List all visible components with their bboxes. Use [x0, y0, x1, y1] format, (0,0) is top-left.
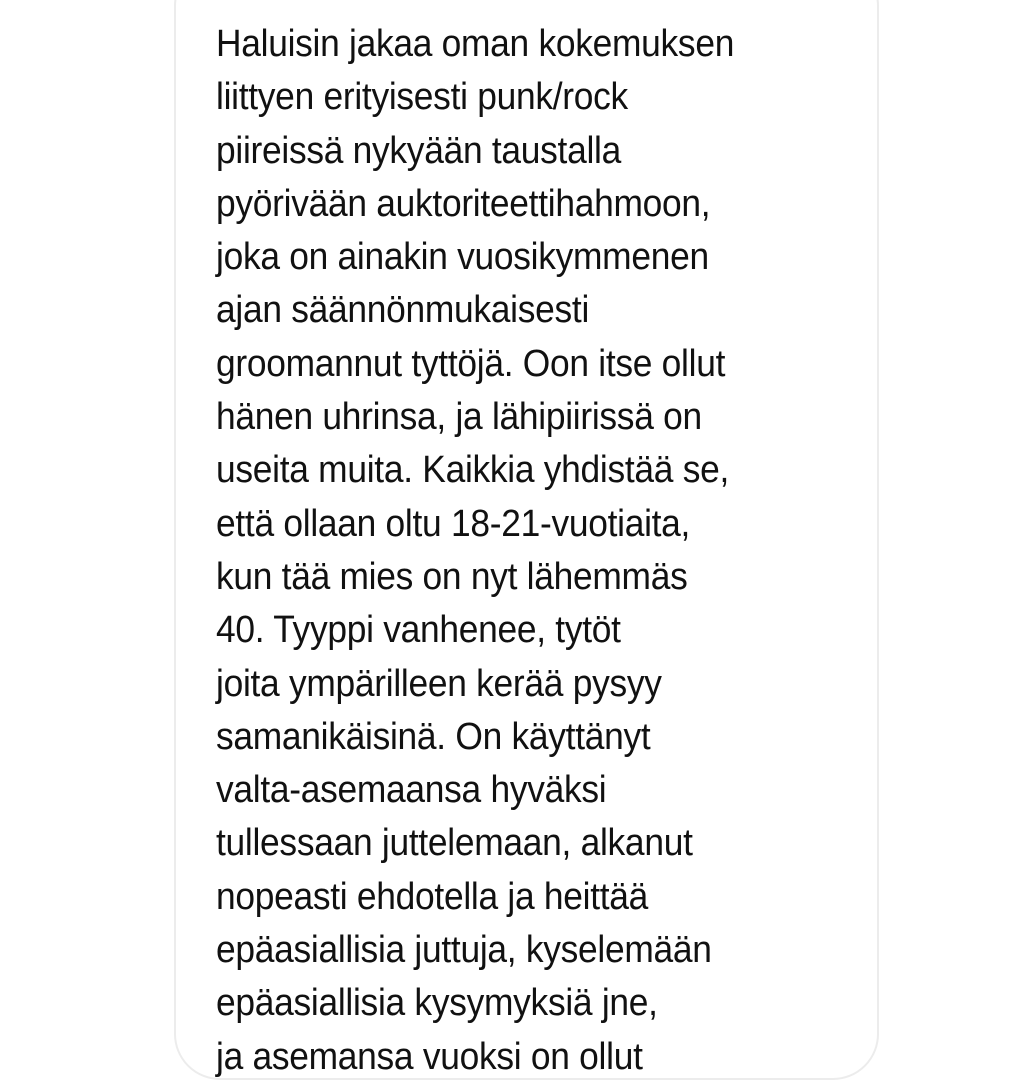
message-line: pyörivään auktoriteettihahmoon,: [216, 182, 711, 225]
message-line: epäasiallisia juttuja, kyselemään: [216, 929, 712, 972]
message-text: [216, 18, 811, 1084]
message-line: hänen uhrinsa, ja lähipiirissä on: [216, 396, 702, 439]
message-line: kun tää mies on nyt lähemmäs: [216, 555, 688, 598]
message-line: joka on ainakin vuosikymmenen: [216, 236, 709, 279]
message-line: groomannut tyttöjä. Oon itse ollut: [216, 342, 726, 385]
message-line: samanikäisinä. On käyttänyt: [216, 715, 651, 758]
message-line: että ollaan oltu 18-21-vuotiaita,: [216, 502, 691, 545]
message-line: tullessaan juttelemaan, alkanut: [216, 822, 693, 865]
message-line: Haluisin jakaa oman kokemuksen: [216, 23, 735, 65]
message-line: valta-asemaansa hyväksi: [216, 769, 607, 812]
message-line: piireissä nykyään taustalla: [216, 129, 621, 172]
message-line: joita ympärilleen kerää pysyy: [216, 662, 662, 705]
message-line: nopeasti ehdotella ja heittää: [216, 875, 649, 918]
message-line: liittyen erityisesti punk/rock: [216, 76, 628, 119]
message-line: useita muita. Kaikkia yhdistää se,: [216, 449, 730, 492]
message-line: 40. Tyyppi vanhenee, tytöt: [216, 609, 621, 652]
message-line: epäasiallisia kysymyksiä jne,: [216, 982, 658, 1025]
message-line: ja asemansa vuoksi on ollut: [216, 1035, 643, 1078]
message-line: ajan säännönmukaisesti: [216, 289, 590, 332]
